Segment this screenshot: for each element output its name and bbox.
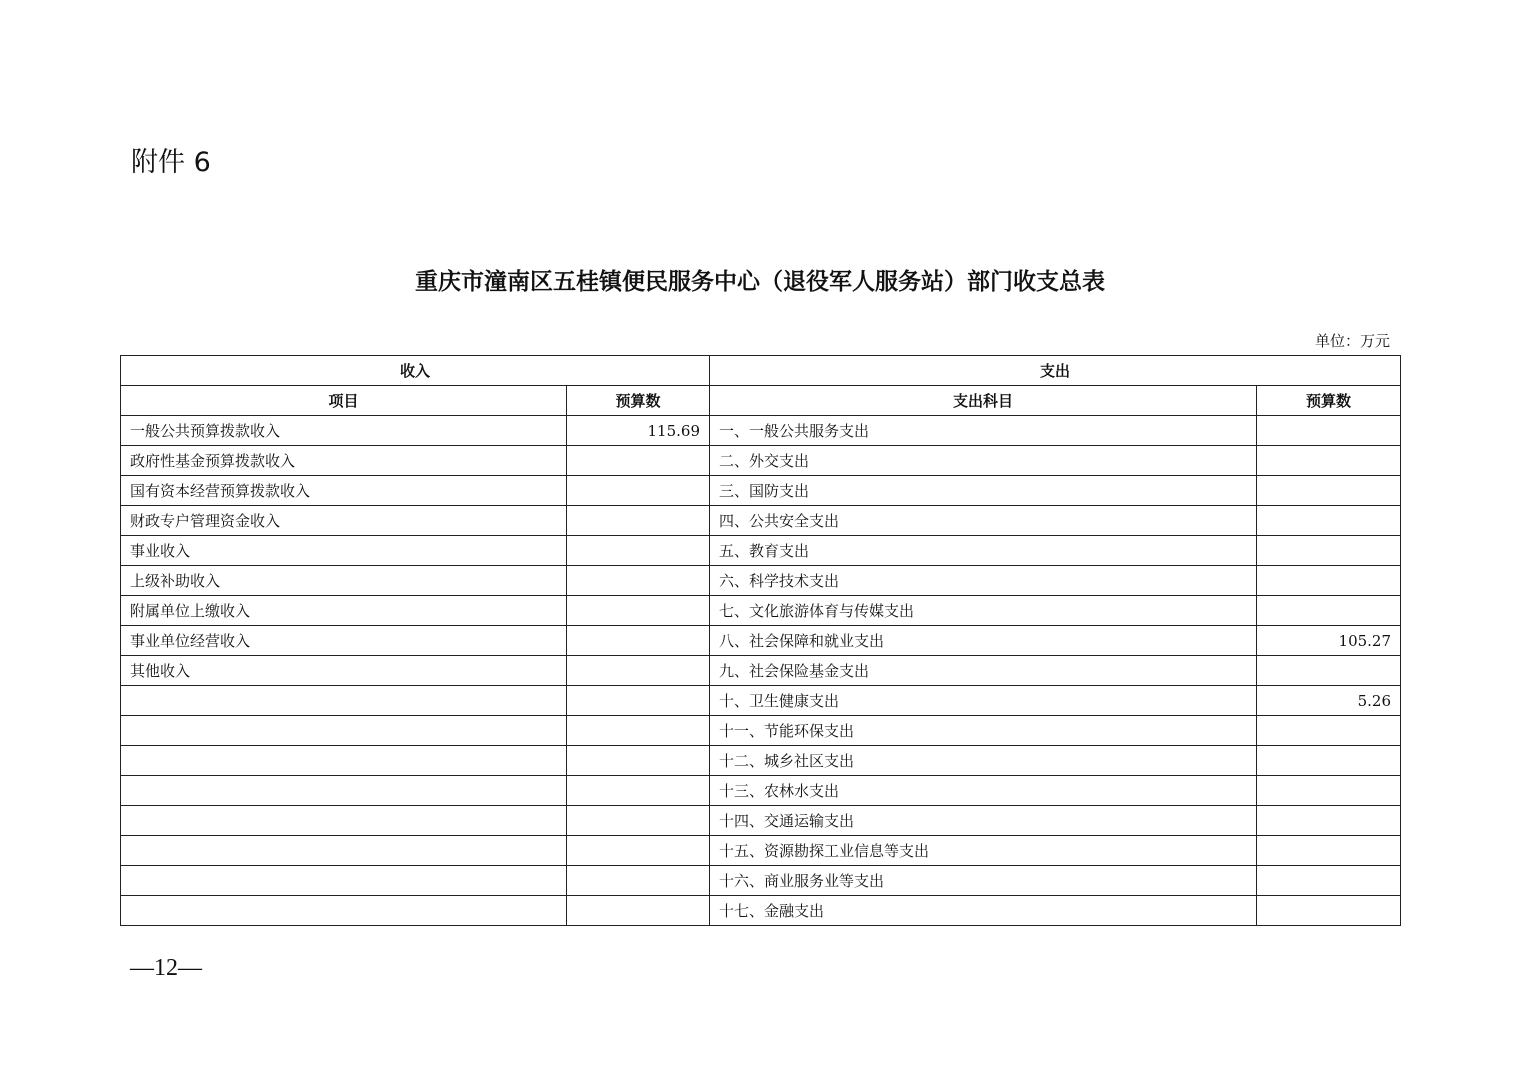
expense-item-cell: 一、一般公共服务支出 — [710, 416, 1257, 446]
expense-budget-cell — [1257, 836, 1401, 866]
income-budget-cell — [567, 776, 710, 806]
income-item-cell: 国有资本经营预算拨款收入 — [121, 476, 567, 506]
expense-item-cell: 十四、交通运输支出 — [710, 806, 1257, 836]
expense-budget-cell — [1257, 416, 1401, 446]
expense-budget-cell — [1257, 506, 1401, 536]
income-budget-cell — [567, 506, 710, 536]
expense-budget-cell — [1257, 446, 1401, 476]
income-budget-cell — [567, 806, 710, 836]
expense-budget-cell — [1257, 806, 1401, 836]
income-item-cell: 上级补助收入 — [121, 566, 567, 596]
expense-item-cell: 八、社会保障和就业支出 — [710, 626, 1257, 656]
income-item-cell — [121, 836, 567, 866]
income-item-cell — [121, 806, 567, 836]
table-row — [121, 866, 1401, 896]
income-budget-cell: 115.69 — [567, 416, 710, 446]
income-item-cell: 事业收入 — [121, 536, 567, 566]
income-item-cell — [121, 896, 567, 926]
table-row — [121, 446, 1401, 476]
income-budget-cell — [567, 476, 710, 506]
income-item-cell — [121, 746, 567, 776]
unit-label: 单位：万元 — [1314, 332, 1390, 350]
expense-budget-cell — [1257, 536, 1401, 566]
table-group-header — [121, 356, 1401, 386]
expense-budget-cell — [1257, 776, 1401, 806]
income-item-cell — [121, 776, 567, 806]
income-item-cell: 其他收入 — [121, 656, 567, 686]
table-row — [121, 416, 1401, 446]
income-budget-cell — [567, 686, 710, 716]
income-budget-cell — [567, 896, 710, 926]
expense-item-cell: 六、科学技术支出 — [710, 566, 1257, 596]
table-row — [121, 716, 1401, 746]
expense-item-cell: 九、社会保险基金支出 — [710, 656, 1257, 686]
table-row — [121, 476, 1401, 506]
table-row — [121, 776, 1401, 806]
table-column-header — [121, 386, 1401, 416]
expense-budget-cell — [1257, 746, 1401, 776]
income-budget-cell — [567, 446, 710, 476]
expense-budget-cell — [1257, 656, 1401, 686]
table-row — [121, 746, 1401, 776]
income-budget-cell — [567, 746, 710, 776]
expense-item-cell: 十二、城乡社区支出 — [710, 746, 1257, 776]
income-budget-cell — [567, 716, 710, 746]
income-item-cell — [121, 866, 567, 896]
expense-item-cell: 十一、节能环保支出 — [710, 716, 1257, 746]
income-budget-column-header: 预算数 — [567, 386, 710, 416]
income-item-cell: 事业单位经营收入 — [121, 626, 567, 656]
income-budget-cell — [567, 596, 710, 626]
table-row — [121, 836, 1401, 866]
expense-item-cell: 五、教育支出 — [710, 536, 1257, 566]
table-row — [121, 626, 1401, 656]
income-budget-cell — [567, 536, 710, 566]
income-budget-cell — [567, 566, 710, 596]
income-item-cell: 政府性基金预算拨款收入 — [121, 446, 567, 476]
expense-item-cell: 十、卫生健康支出 — [710, 686, 1257, 716]
page-number: —12— — [130, 955, 202, 981]
income-budget-cell — [567, 866, 710, 896]
item-column-header: 项目 — [121, 386, 567, 416]
expense-item-cell: 十三、农林水支出 — [710, 776, 1257, 806]
expense-budget-cell — [1257, 896, 1401, 926]
income-item-cell: 附属单位上缴收入 — [121, 596, 567, 626]
table-row — [121, 656, 1401, 686]
expense-item-cell: 四、公共安全支出 — [710, 506, 1257, 536]
table-row — [121, 686, 1401, 716]
income-item-cell: 一般公共预算拨款收入 — [121, 416, 567, 446]
income-item-cell — [121, 686, 567, 716]
table-row — [121, 896, 1401, 926]
expense-budget-cell — [1257, 866, 1401, 896]
expense-item-cell: 十五、资源勘探工业信息等支出 — [710, 836, 1257, 866]
expense-budget-cell — [1257, 476, 1401, 506]
expense-item-cell: 七、文化旅游体育与传媒支出 — [710, 596, 1257, 626]
table-row — [121, 536, 1401, 566]
expense-subject-column-header: 支出科目 — [710, 386, 1257, 416]
income-item-cell — [121, 716, 567, 746]
attachment-label: 附件 6 — [131, 147, 211, 178]
table-row — [121, 566, 1401, 596]
income-expense-table — [120, 355, 1401, 926]
income-budget-cell — [567, 626, 710, 656]
table-row — [121, 506, 1401, 536]
document-title: 重庆市潼南区五桂镇便民服务中心（退役军人服务站）部门收支总表 — [415, 268, 1105, 295]
income-budget-cell — [567, 656, 710, 686]
expense-group-header: 支出 — [710, 356, 1401, 386]
table-row — [121, 596, 1401, 626]
expense-budget-column-header: 预算数 — [1257, 386, 1401, 416]
income-item-cell: 财政专户管理资金收入 — [121, 506, 567, 536]
expense-item-cell: 十六、商业服务业等支出 — [710, 866, 1257, 896]
income-budget-cell — [567, 836, 710, 866]
table-row — [121, 806, 1401, 836]
expense-budget-cell: 105.27 — [1257, 626, 1401, 656]
expense-budget-cell — [1257, 596, 1401, 626]
expense-budget-cell — [1257, 716, 1401, 746]
expense-item-cell: 三、国防支出 — [710, 476, 1257, 506]
expense-item-cell: 二、外交支出 — [710, 446, 1257, 476]
expense-item-cell: 十七、金融支出 — [710, 896, 1257, 926]
expense-budget-cell — [1257, 566, 1401, 596]
expense-budget-cell: 5.26 — [1257, 686, 1401, 716]
table-body — [121, 416, 1401, 926]
income-group-header: 收入 — [121, 356, 710, 386]
